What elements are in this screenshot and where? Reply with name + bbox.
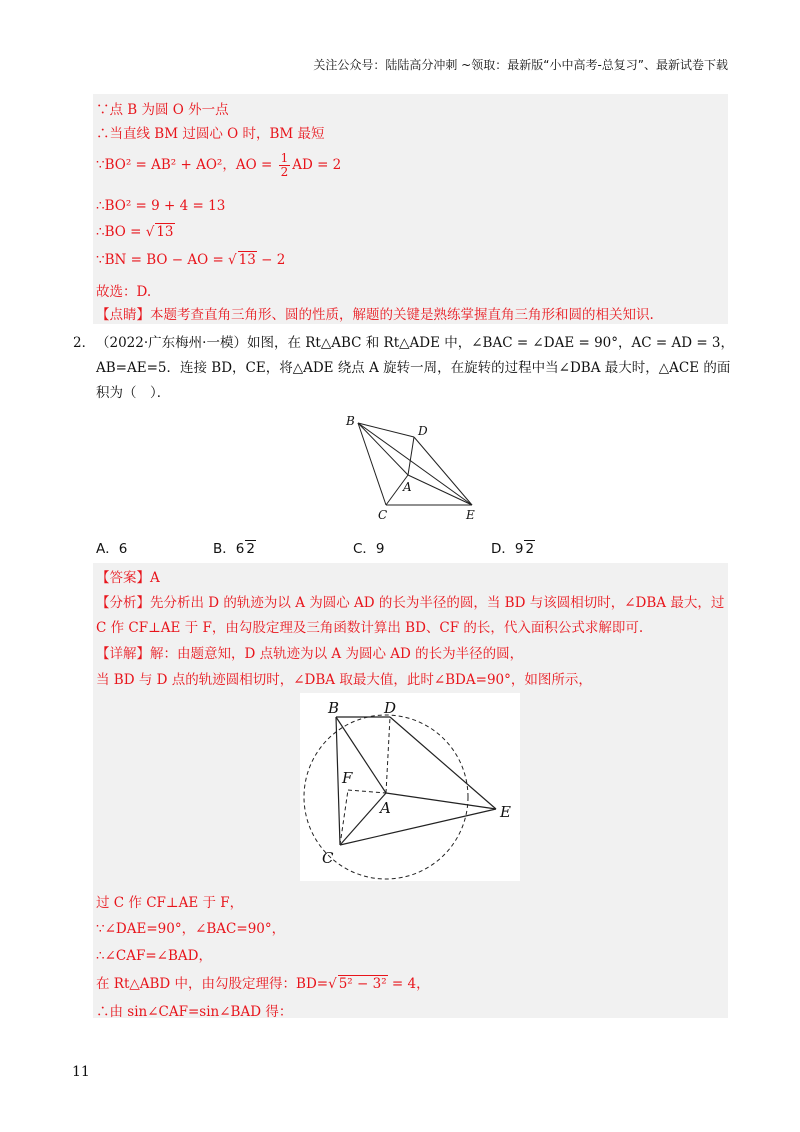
analysis-line-1: 【分析】先分析出 D 的轨迹为以 A 为圆心 AD 的长为半径的圆，当 BD 与该圆相切时，∠DBA 最大，过 [96,595,725,611]
analysis-line-2: C 作 CF⊥AE 于 F，由勾股定理及三角函数计算出 BD、CF 的长，代入面积公式求解即可. [96,620,644,636]
label-a: A [403,480,412,494]
solution-line-6: ∵BN = BO − AO = √ 13 − 2 [96,252,286,268]
option-a[interactable]: A．6 [96,541,128,557]
radicand-13: 13 [238,252,256,268]
label-d: D [384,699,397,717]
fraction-one-half: $\frac{1}{2}$ [280,151,289,179]
segment-de [390,717,496,809]
detail-step-1: 过 C 作 CF⊥AE 于 F， [96,895,244,911]
question-figure [330,405,490,525]
segment-ce [340,809,496,845]
label-b: B [328,699,340,717]
key-point-note: 【点睛】本题考查直角三角形、圆的性质，解题的关键是熟练掌握直角三角形和圆的相关知识. [96,307,654,323]
segment-de [414,437,472,505]
detail-step-4: 在 Rt△ABD 中，由勾股定理得：BD=√ 5² − 3² = 4， [96,976,430,992]
page-header: 关注公众号：陆陆高分冲刺 ~领取：最新版“小中高考-总复习”、最新试卷下载 [313,58,728,72]
detail-step-2: ∵∠DAE=90°，∠BAC=90°， [96,921,286,937]
label-e: E [466,508,475,522]
option-c[interactable]: C．9 [353,541,385,557]
solution-figure [300,693,520,881]
label-c: C [378,508,388,522]
label-d: D [418,424,428,438]
question-text-3: 积为（ ）． [96,385,171,401]
solution-line-1: ∵点 B 为圆 O 外一点 [96,102,229,118]
detail-step-3: ∴∠CAF=∠BAD， [96,948,212,964]
page-number: 11 [72,1064,90,1080]
detail-step-5: ∴由 sin∠CAF=sin∠BAD 得： [96,1004,293,1020]
solution-line-7: 故选：D. [96,284,152,300]
question-text-2: AB=AE=5．连接 BD，CE，将△ADE 绕点 A 旋转一周，在旋转的过程中当∠DBA 最大时，△ACE 的面 [96,360,731,376]
option-b[interactable]: B．6 2 [213,541,255,557]
detail-line-2: 当 BD 与 D 点的轨迹圆相切时，∠DBA 取最大值，此时∠BDA=90°，如图所示， [96,672,592,688]
label-f: F [342,769,353,787]
segment-bd [358,423,414,437]
label-b: B [346,414,355,428]
solution-line-2: ∴当直线 BM 过圆心 O 时，BM 最短 [96,126,325,142]
detail-line-1: 【详解】解：由题意知，D 点轨迹为以 A 为圆心 AD 的长为半径的圆， [96,646,524,662]
segment-bc [336,717,340,845]
solution-line-3 [96,152,341,179]
option-d[interactable]: D．9 2 [491,541,535,557]
radicand-bd: 5² − 3² [338,976,387,992]
question-text-1: （2022·广东梅州·一模）如图，在 Rt△ABC 和 Rt△ADE 中，∠BAC = ∠DAE = 90°，AC = AD = 3， [96,335,735,351]
question-number: 2． [73,335,96,351]
answer-line: 【答案】A [96,570,160,586]
segment-ad [386,717,390,793]
solution-line-4: ∴BO² = 9 + 4 = 13 [96,198,226,214]
label-e: E [500,803,511,821]
segment-ae [408,475,472,505]
radicand-13: 13 [156,224,174,240]
segment-bc [358,423,386,505]
label-a: A [380,799,391,817]
segment-ad [408,437,414,475]
segment-ba [358,423,408,475]
solution-line-3a: ∵BO² = AB² + AO²，AO = [96,157,277,173]
segment-fa [348,790,386,793]
segment-be [358,423,472,505]
solution-line-3b: AD = 2 [292,157,342,173]
solution-line-5: ∴BO = √ 13 [96,224,174,240]
label-c: C [322,849,334,867]
